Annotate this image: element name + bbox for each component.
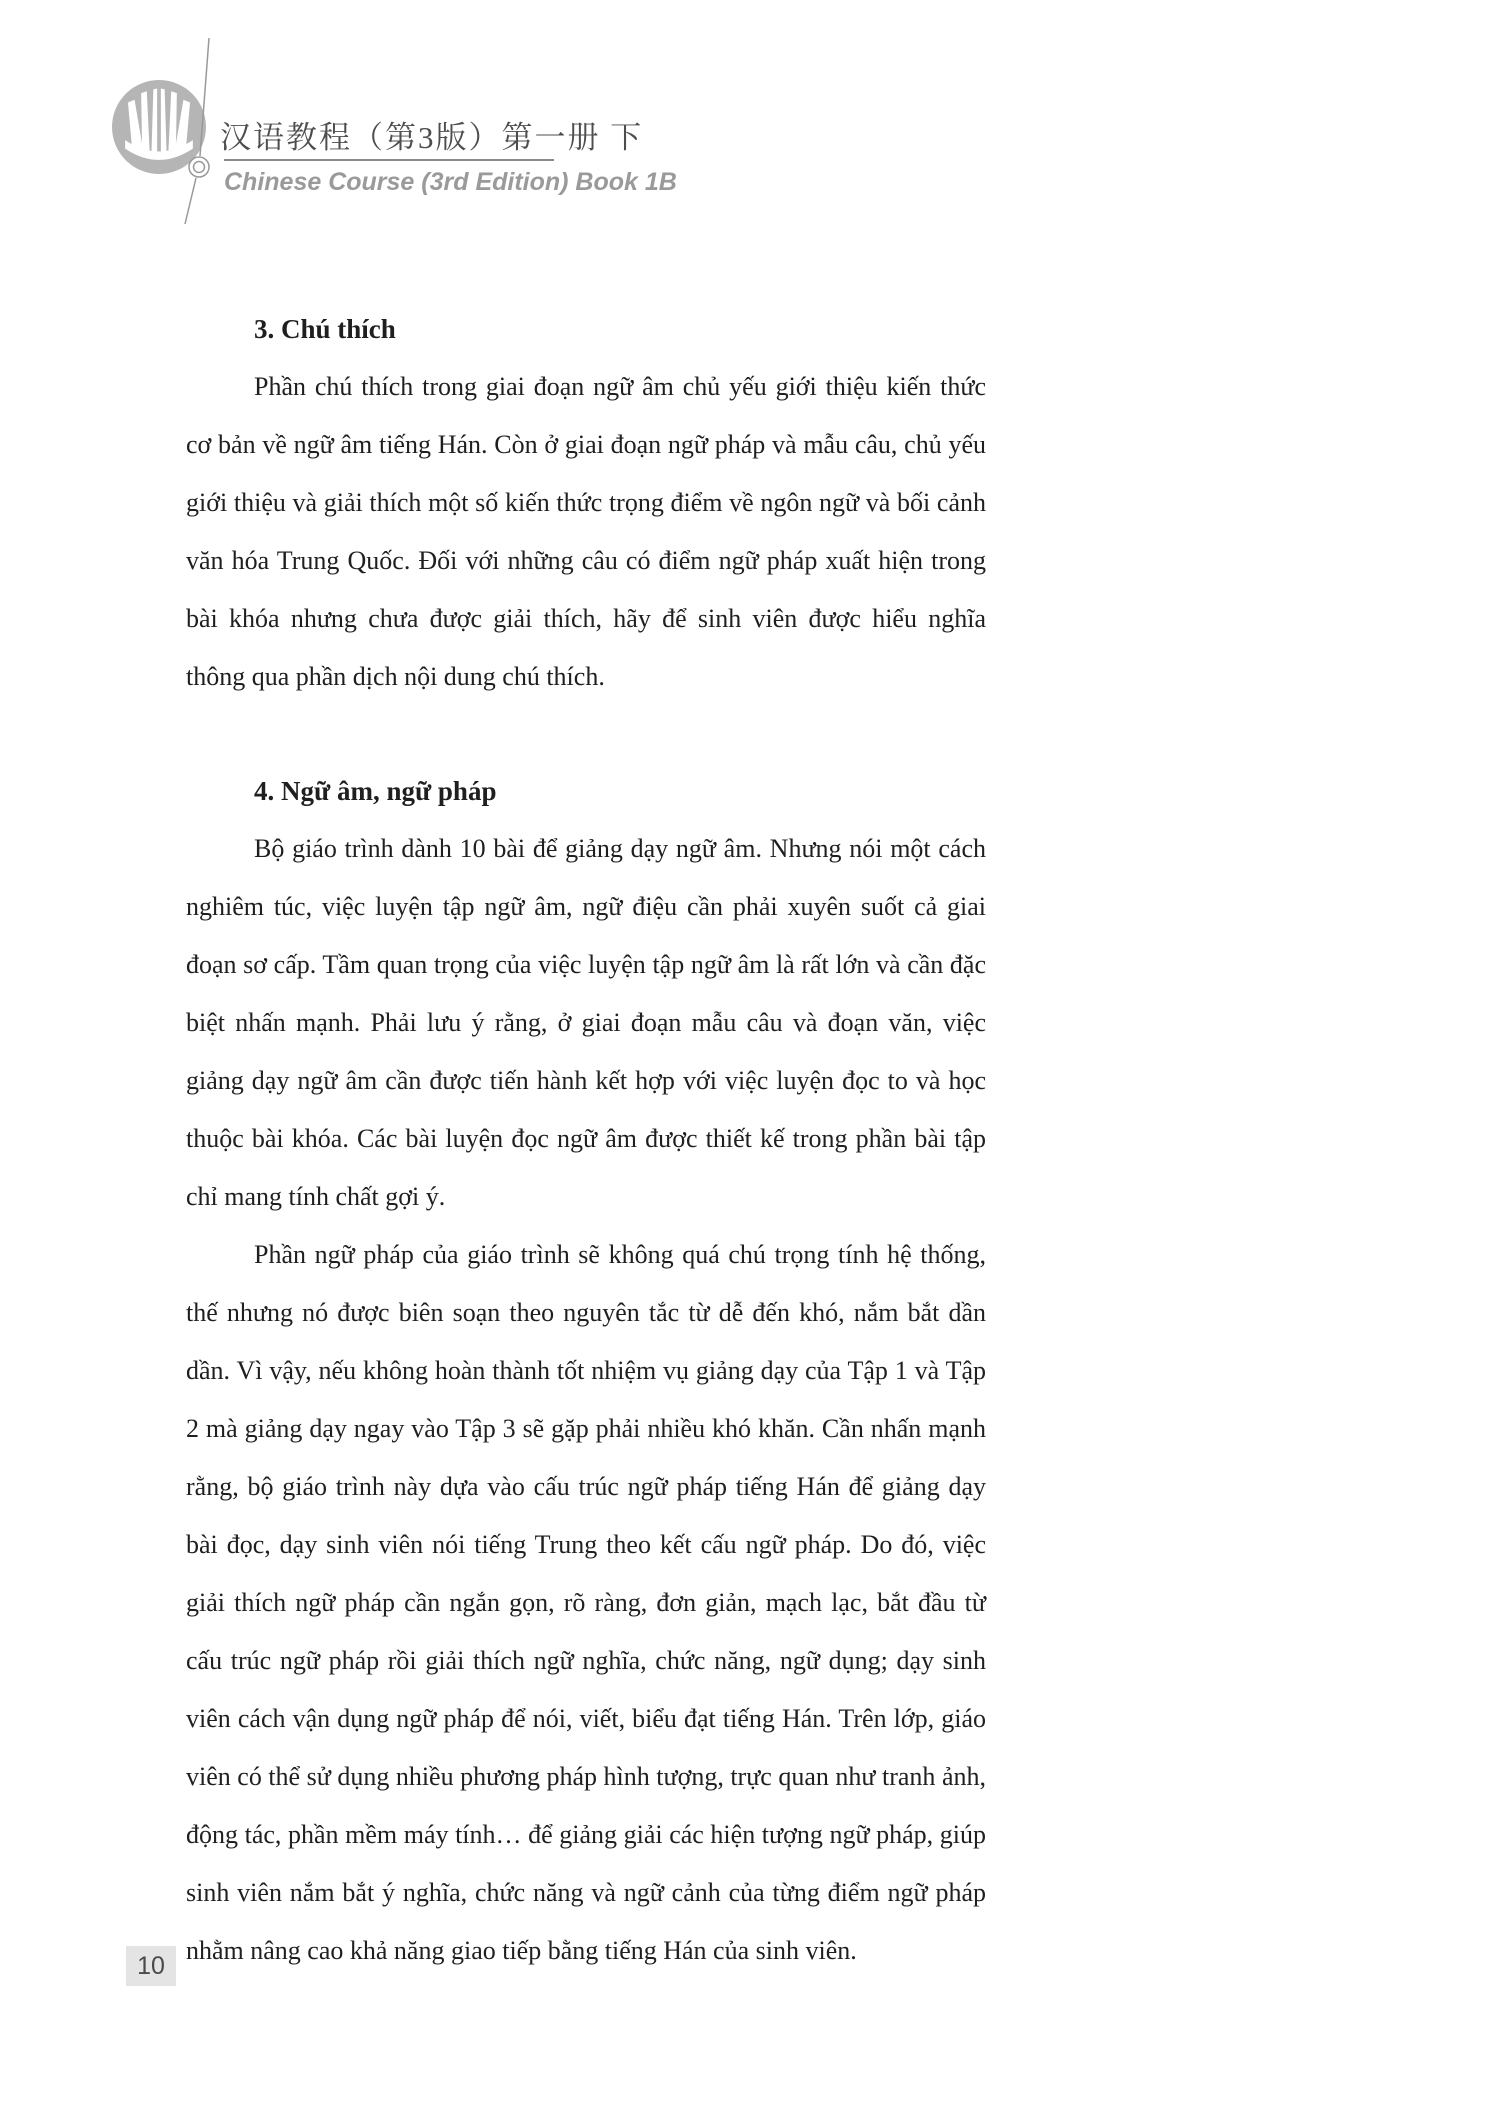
header-ornament-line — [178, 38, 222, 228]
book-title-english: Chinese Course (3rd Edition) Book 1B — [224, 168, 677, 196]
section-4-paragraph-1: Bộ giáo trình dành 10 bài để giảng dạy ngữ âm. Nhưng nói một cách nghiêm túc, việc luyện tập ngữ âm, ngữ điệu cần phải xuyên suốt cả giai đoạn sơ cấp. Tầm quan trọng của việc luyện tập ngữ âm là rất lớn và cần đặc biệt nhấn mạnh. Phải lưu ý rằng, ở giai đoạn mẫu câu và đoạn văn, việc giảng dạy ngữ âm cần được tiến hành kết hợp với việc luyện đọc to và học thuộc bài khóa. Các bài luyện đọc ngữ âm được thiết kế trong phần bài tập chỉ mang tính chất gợi ý. — [186, 834, 986, 1211]
section-3-heading: 3. Chú thích — [254, 314, 396, 344]
header-divider — [224, 159, 554, 161]
section-4-paragraph-2: Phần ngữ pháp của giáo trình sẽ không quá chú trọng tính hệ thống, thế nhưng nó được biên soạn theo nguyên tắc từ dễ đến khó, nắm bắt dần dần. Vì vậy, nếu không hoàn thành tốt nhiệm vụ giảng dạy của Tập 1 và Tập 2 mà giảng dạy ngay vào Tập 3 sẽ gặp phải nhiều khó khăn. Cần nhấn mạnh rằng, bộ giáo trình này dựa vào cấu trúc ngữ pháp tiếng Hán để giảng dạy bài đọc, dạy sinh viên nói tiếng Trung theo kết cấu ngữ pháp. Do đó, việc giải thích ngữ pháp cần ngắn gọn, rõ ràng, đơn giản, mạch lạc, bắt đầu từ cấu trúc ngữ pháp rồi giải thích ngữ nghĩa, chức năng, ngữ dụng; dạy sinh viên cách vận dụng ngữ pháp để nói, viết, biểu đạt tiếng Hán. Trên lớp, giáo viên có thể sử dụng nhiều phương pháp hình tượng, trực quan như tranh ảnh, động tác, phần mềm máy tính… để giảng giải các hiện tượng ngữ pháp, giúp sinh viên nắm bắt ý nghĩa, chức năng và ngữ cảnh của từng điểm ngữ pháp nhằm nâng cao khả năng giao tiếp bằng tiếng Hán của sinh viên. — [186, 1240, 986, 1965]
section-3-paragraph: Phần chú thích trong giai đoạn ngữ âm chủ yếu giới thiệu kiến thức cơ bản về ngữ âm tiếng Hán. Còn ở giai đoạn ngữ pháp và mẫu câu, chủ yếu giới thiệu và giải thích một số kiến thức trọng điểm về ngôn ngữ và bối cảnh văn hóa Trung Quốc. Đối với những câu có điểm ngữ pháp xuất hiện trong bài khóa nhưng chưa được giải thích, hãy để sinh viên được hiểu nghĩa thông qua phần dịch nội dung chú thích. — [186, 372, 986, 691]
page-body — [186, 300, 986, 1980]
book-title-chinese: 汉语教程（第3版）第一册 下 — [220, 120, 644, 155]
page-number: 10 — [126, 1946, 176, 1986]
section-4-heading: 4. Ngữ âm, ngữ pháp — [254, 776, 497, 806]
